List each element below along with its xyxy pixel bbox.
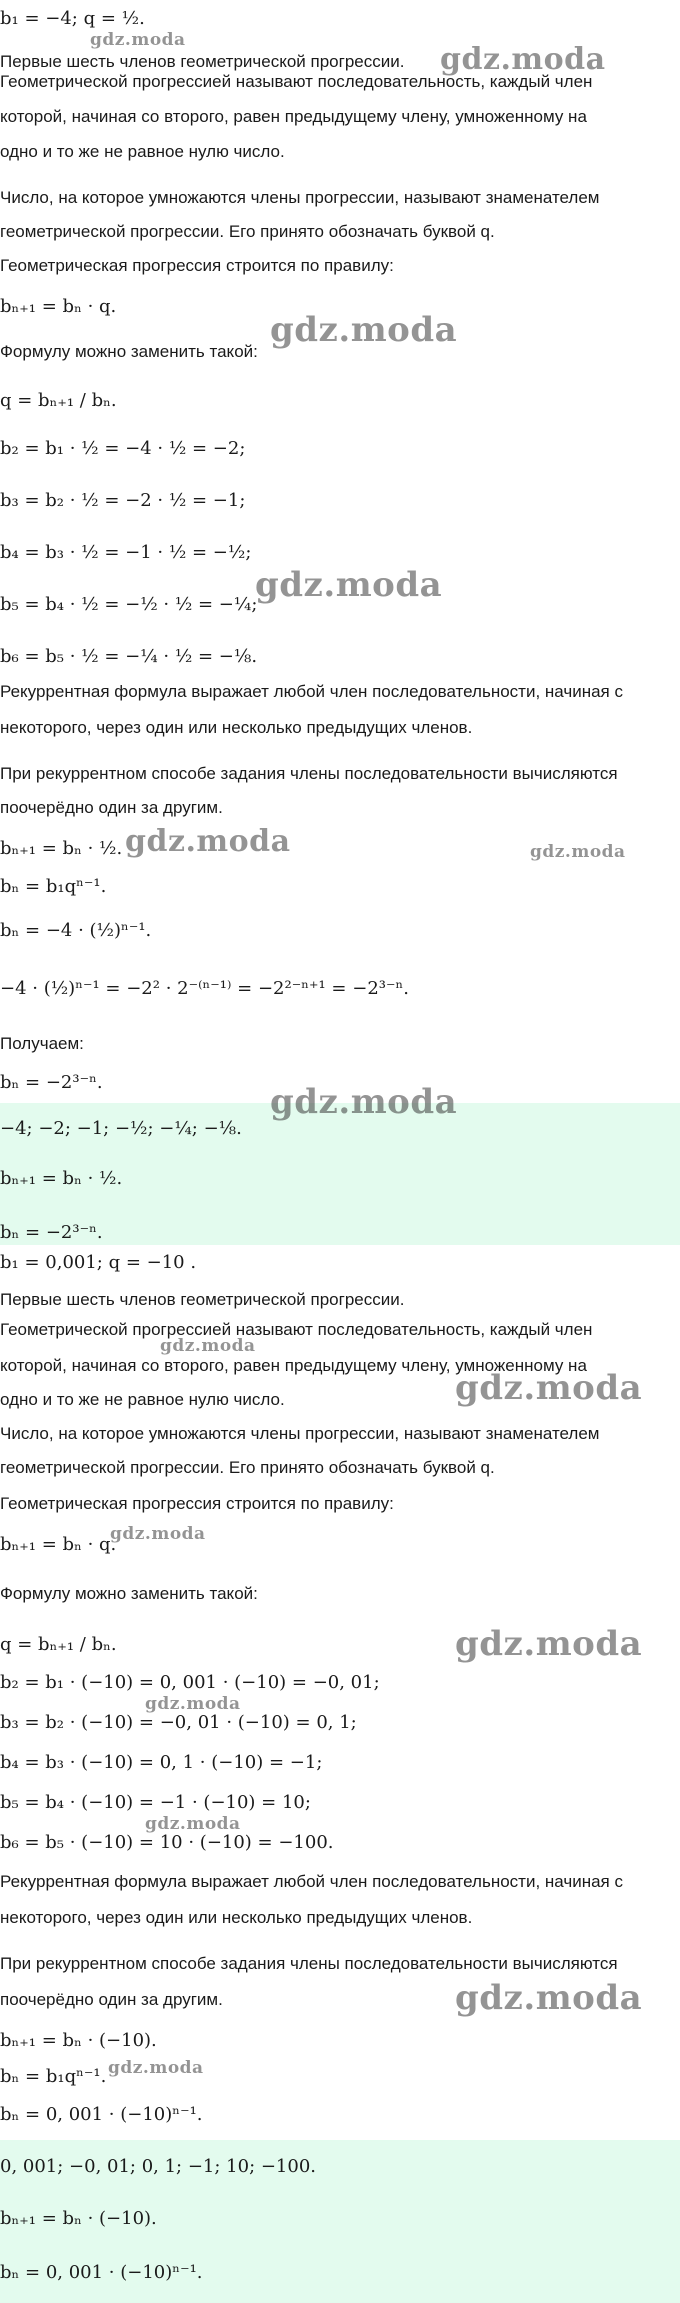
heading-2: Первые шесть членов геометрической прогрессии. <box>0 1290 405 1309</box>
given-2: b₁ = 0,001; q = −10 . <box>0 1252 197 1273</box>
watermark: gdz.moda <box>108 2058 204 2078</box>
watermark: gdz.moda <box>145 1694 241 1714</box>
denominator-line-1: Число, на которое умножаются члены прогрессии, называют знаменателем <box>0 188 600 207</box>
calc2-b3: b₃ = b₂ · (−10) = −0, 01 · (−10) = 0, 1; <box>0 1712 357 1733</box>
definition-line-1: Геометрической прогрессией называют последовательность, каждый член <box>0 72 593 91</box>
formula-simplified: −4 · (½)ⁿ⁻¹ = −2² · 2⁻⁽ⁿ⁻¹⁾ = −2²⁻ⁿ⁺¹ = −2³⁻ⁿ. <box>0 978 409 999</box>
formula-recurrent: bₙ₊₁ = bₙ · ½. <box>0 838 123 859</box>
watermark: gdz.moda <box>145 1814 241 1834</box>
definition-line-1b: Геометрической прогрессией называют последовательность, каждый член <box>0 1320 593 1339</box>
watermark: gdz.moda <box>530 842 626 862</box>
definition-line-3: одно и то же не равное нулю число. <box>0 142 285 161</box>
denominator-line-2b: геометрической прогрессии. Его принято обозначать буквой q. <box>0 1458 495 1477</box>
watermark: gdz.moda <box>455 1978 643 2018</box>
answer-recurrent-1: bₙ₊₁ = bₙ · ½. <box>0 1168 123 1189</box>
definition-line-3b: одно и то же не равное нулю число. <box>0 1390 285 1409</box>
calc2-b6: b₆ = b₅ · (−10) = 10 · (−10) = −100. <box>0 1832 334 1853</box>
method-line-2: поочерёдно один за другим. <box>0 798 223 817</box>
replace-text-2: Формулу можно заменить такой: <box>0 1584 258 1603</box>
formula-general: bₙ = b₁qⁿ⁻¹. <box>0 876 107 897</box>
method-line-1b: При рекуррентном способе задания члены последовательности вычисляются <box>0 1954 618 1973</box>
recurrent-line-1b: Рекуррентная формула выражает любой член последовательности, начиная с <box>0 1872 623 1891</box>
watermark: gdz.moda <box>455 1368 643 1408</box>
watermark: gdz.moda <box>110 1524 206 1544</box>
calc-b4: b₄ = b₃ · ½ = −1 · ½ = −½; <box>0 542 252 563</box>
watermark: gdz.moda <box>270 1082 458 1122</box>
rule-formula: bₙ₊₁ = bₙ · q. <box>0 296 117 317</box>
denominator-line-1b: Число, на которое умножаются члены прогрессии, называют знаменателем <box>0 1424 600 1443</box>
heading-1: Первые шесть членов геометрической прогрессии. <box>0 52 405 71</box>
formula-substituted-2: bₙ = 0, 001 · (−10)ⁿ⁻¹. <box>0 2104 203 2125</box>
formula-substituted: bₙ = −4 · (½)ⁿ⁻¹. <box>0 920 152 941</box>
watermark: gdz.moda <box>160 1336 256 1356</box>
calc-b2: b₂ = b₁ · ½ = −4 · ½ = −2; <box>0 438 246 459</box>
method-line-2b: поочерёдно один за другим. <box>0 1990 223 2009</box>
recurrent-line-2b: некоторого, через один или несколько предыдущих членов. <box>0 1908 473 1927</box>
answer-terms-2: 0, 001; −0, 01; 0, 1; −1; 10; −100. <box>0 2156 317 2177</box>
formula-recurrent-2: bₙ₊₁ = bₙ · (−10). <box>0 2030 157 2051</box>
answer-terms-1: −4; −2; −1; −½; −¼; −⅛. <box>0 1118 242 1139</box>
calc-b3: b₃ = b₂ · ½ = −2 · ½ = −1; <box>0 490 246 511</box>
denominator-line-2: геометрической прогрессии. Его принято обозначать буквой q. <box>0 222 495 241</box>
rule-text-2: Геометрическая прогрессия строится по правилу: <box>0 1494 394 1513</box>
definition-line-2: которой, начиная со второго, равен предыдущему члену, умноженному на <box>0 107 587 126</box>
answer-recurrent-2: bₙ₊₁ = bₙ · (−10). <box>0 2208 157 2229</box>
replace-text: Формулу можно заменить такой: <box>0 342 258 361</box>
formula-general-2: bₙ = b₁qⁿ⁻¹. <box>0 2066 107 2087</box>
watermark: gdz.moda <box>455 1624 643 1664</box>
rule-formula-2: bₙ₊₁ = bₙ · q. <box>0 1534 117 1555</box>
watermark: gdz.moda <box>270 310 458 350</box>
obtain-text: Получаем: <box>0 1034 84 1053</box>
watermark: gdz.moda <box>440 42 606 77</box>
given-1: b₁ = −4; q = ½. <box>0 8 145 29</box>
method-line-1: При рекуррентном способе задания члены последовательности вычисляются <box>0 764 618 783</box>
answer-formula-2: bₙ = 0, 001 · (−10)ⁿ⁻¹. <box>0 2262 203 2283</box>
calc-b5: b₅ = b₄ · ½ = −½ · ½ = −¼; <box>0 594 258 615</box>
q-formula-2: q = bₙ₊₁ / bₙ. <box>0 1634 117 1655</box>
calc2-b5: b₅ = b₄ · (−10) = −1 · (−10) = 10; <box>0 1792 311 1813</box>
calc2-b4: b₄ = b₃ · (−10) = 0, 1 · (−10) = −1; <box>0 1752 323 1773</box>
answer-formula-1: bₙ = −2³⁻ⁿ. <box>0 1222 103 1243</box>
rule-text: Геометрическая прогрессия строится по правилу: <box>0 256 394 275</box>
watermark: gdz.moda <box>125 824 291 859</box>
formula-result: bₙ = −2³⁻ⁿ. <box>0 1072 103 1093</box>
calc2-b2: b₂ = b₁ · (−10) = 0, 001 · (−10) = −0, 01; <box>0 1672 380 1693</box>
q-formula: q = bₙ₊₁ / bₙ. <box>0 390 117 411</box>
recurrent-line-2: некоторого, через один или несколько предыдущих членов. <box>0 718 473 737</box>
calc-b6: b₆ = b₅ · ½ = −¼ · ½ = −⅛. <box>0 646 258 667</box>
definition-line-2b: которой, начиная со второго, равен предыдущему члену, умноженному на <box>0 1356 587 1375</box>
watermark: gdz.moda <box>90 30 186 50</box>
watermark: gdz.moda <box>255 565 443 605</box>
recurrent-line-1: Рекуррентная формула выражает любой член последовательности, начиная с <box>0 682 623 701</box>
